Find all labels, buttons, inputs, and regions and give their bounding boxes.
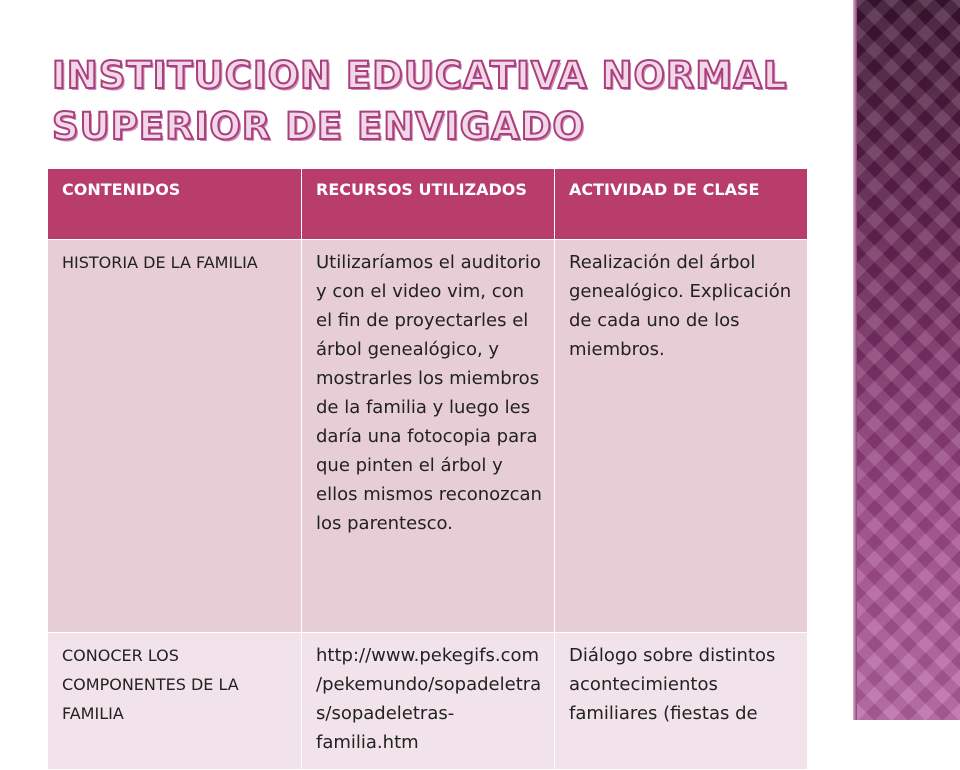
slide-title: [52, 50, 812, 152]
cell-actividad: Realización del árbol genealógico. Explicación de cada uno de los miembros.: [555, 240, 808, 633]
cell-contenidos: CONOCER LOS COMPONENTES DE LA FAMILIA: [48, 633, 302, 770]
header-contenidos: CONTENIDOS: [48, 169, 302, 240]
table-row: [48, 633, 808, 770]
lesson-plan-table: [47, 168, 808, 770]
cell-contenidos: HISTORIA DE LA FAMILIA: [48, 240, 302, 633]
table-header-row: [48, 169, 808, 240]
cell-actividad: Diálogo sobre distintos acontecimientos familiares (fiestas de: [555, 633, 808, 770]
header-recursos-utilizados: RECURSOS UTILIZADOS: [302, 169, 555, 240]
title-line-2: SUPERIOR DE ENVIGADO: [52, 105, 585, 148]
cell-recursos-link[interactable]: http://www.pekegifs.com/pekemundo/sopadeletras/sopadeletras-familia.htm: [302, 633, 555, 770]
decorative-side-band: [857, 0, 960, 720]
title-line-1: INSTITUCION EDUCATIVA NORMAL: [52, 54, 788, 97]
table-row: [48, 240, 808, 633]
cell-recursos: Utilizaríamos el auditorio y con el video vim, con el fin de proyectarles el árbol genealógico, y mostrarles los miembros de la familia y luego les daría una fotocopia para que pinten el árbol y ellos mismos reconozcan los parentesco.: [302, 240, 555, 633]
header-actividad-de-clase: ACTIVIDAD DE CLASE: [555, 169, 808, 240]
